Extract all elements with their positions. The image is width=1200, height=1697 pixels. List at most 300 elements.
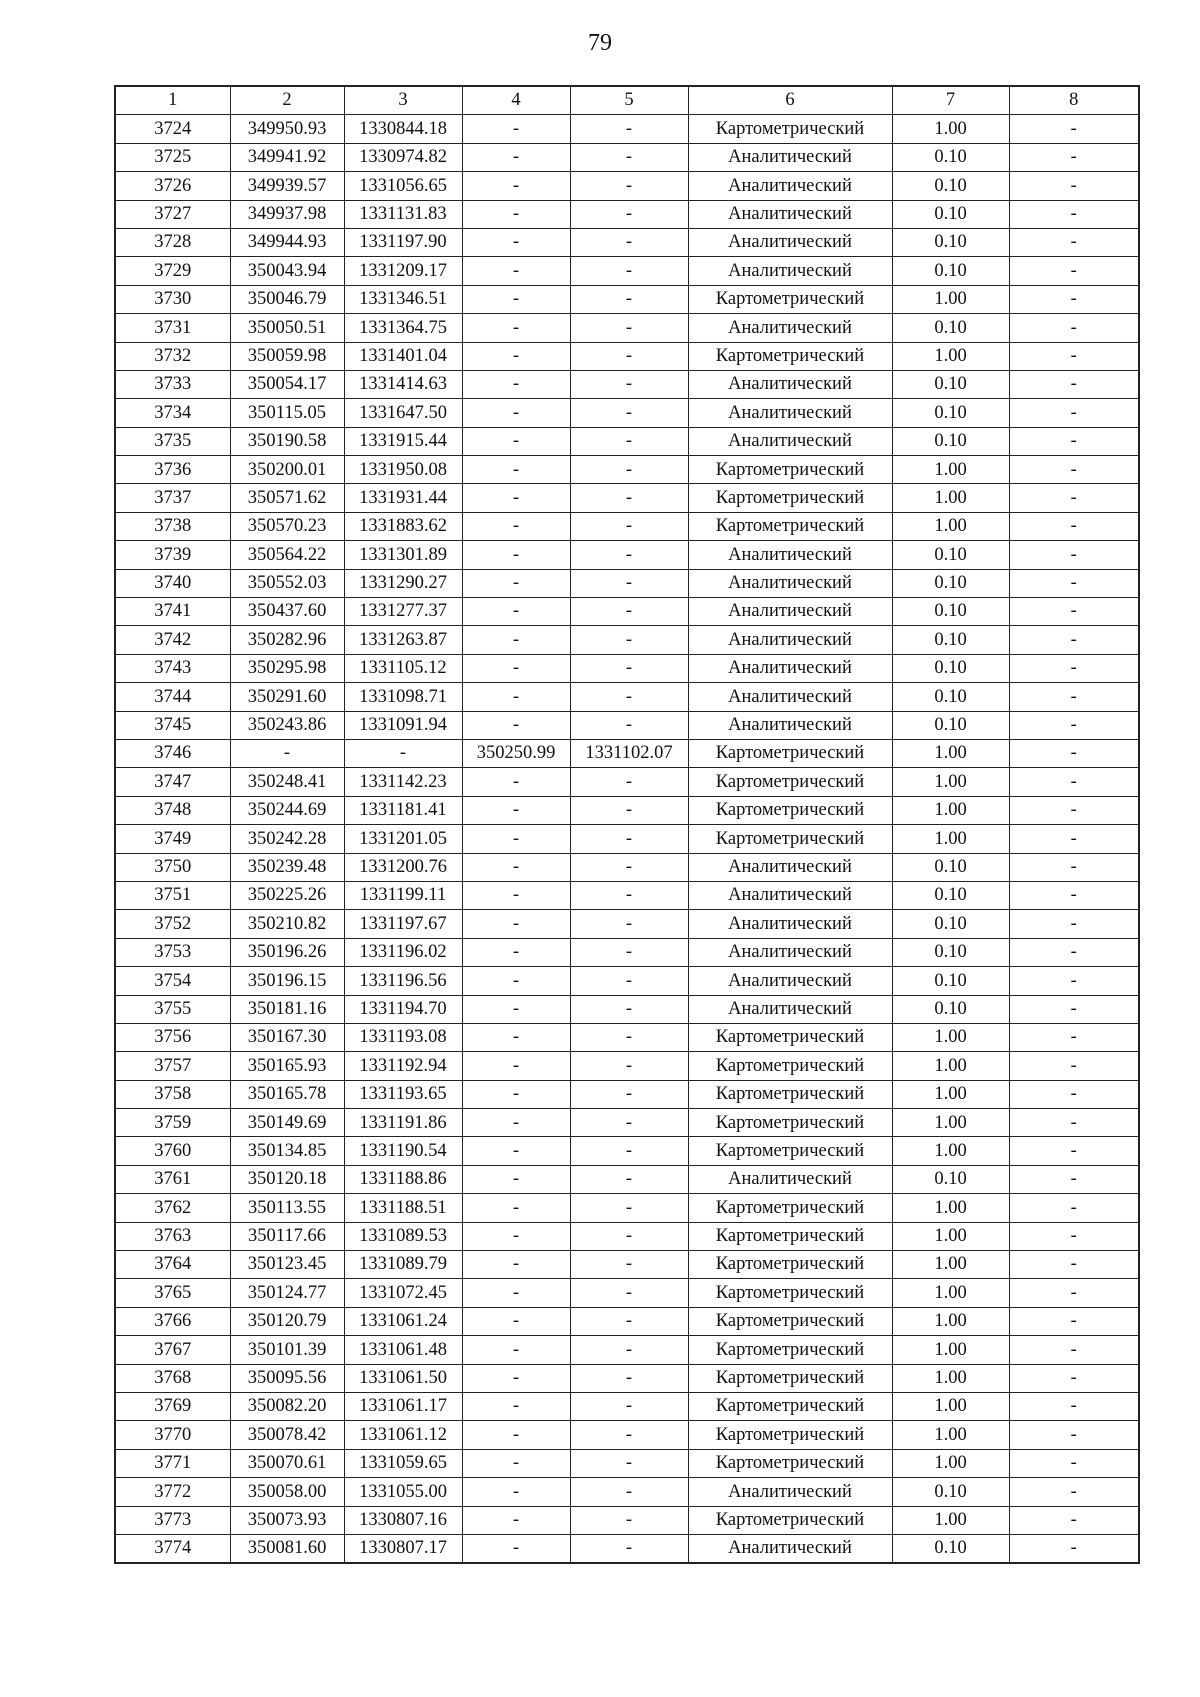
accuracy-cell: 1.00 [892, 342, 1009, 370]
method-cell: Картометрический [688, 1109, 892, 1137]
method-cell: Картометрический [688, 796, 892, 824]
point-number-cell: 3773 [115, 1506, 230, 1534]
table-body [115, 115, 1139, 1563]
x-coordinate-cell: 350167.30 [230, 1023, 344, 1051]
x-coordinate-cell: 349941.92 [230, 143, 344, 171]
x-new-cell: - [462, 654, 570, 682]
point-number-cell: 3762 [115, 1194, 230, 1222]
description-cell: - [1009, 881, 1139, 909]
x-new-cell: - [462, 456, 570, 484]
x-coordinate-cell: 350149.69 [230, 1109, 344, 1137]
table-row [115, 228, 1139, 256]
y-new-cell: - [570, 1194, 688, 1222]
header-cell: 8 [1009, 86, 1139, 115]
table-row [115, 1336, 1139, 1364]
y-new-cell: - [570, 342, 688, 370]
accuracy-cell: 0.10 [892, 569, 1009, 597]
point-number-cell: 3733 [115, 370, 230, 398]
table-row [115, 881, 1139, 909]
description-cell: - [1009, 853, 1139, 881]
description-cell: - [1009, 143, 1139, 171]
accuracy-cell: 0.10 [892, 172, 1009, 200]
x-new-cell: - [462, 1023, 570, 1051]
method-cell: Аналитический [688, 200, 892, 228]
y-coordinate-cell: 1331346.51 [344, 285, 462, 313]
description-cell: - [1009, 228, 1139, 256]
x-coordinate-cell: 350225.26 [230, 881, 344, 909]
accuracy-cell: 0.10 [892, 711, 1009, 739]
point-number-cell: 3749 [115, 825, 230, 853]
y-coordinate-cell: 1331091.94 [344, 711, 462, 739]
description-cell: - [1009, 825, 1139, 853]
accuracy-cell: 0.10 [892, 881, 1009, 909]
x-coordinate-cell: 350181.16 [230, 995, 344, 1023]
x-new-cell: - [462, 881, 570, 909]
method-cell: Картометрический [688, 768, 892, 796]
accuracy-cell: 1.00 [892, 825, 1009, 853]
accuracy-cell: 1.00 [892, 1080, 1009, 1108]
description-cell: - [1009, 1364, 1139, 1392]
x-new-cell: - [462, 512, 570, 540]
accuracy-cell: 0.10 [892, 427, 1009, 455]
table-row [115, 739, 1139, 767]
x-coordinate-cell: 350113.55 [230, 1194, 344, 1222]
y-coordinate-cell: 1331181.41 [344, 796, 462, 824]
y-new-cell: - [570, 456, 688, 484]
x-coordinate-cell: 350073.93 [230, 1506, 344, 1534]
table-row [115, 1478, 1139, 1506]
x-coordinate-cell: 349950.93 [230, 115, 344, 143]
y-coordinate-cell: 1331188.51 [344, 1194, 462, 1222]
y-new-cell: - [570, 1392, 688, 1420]
table-row [115, 200, 1139, 228]
method-cell: Аналитический [688, 1165, 892, 1193]
point-number-cell: 3728 [115, 228, 230, 256]
x-coordinate-cell: 350050.51 [230, 314, 344, 342]
table-row [115, 370, 1139, 398]
x-coordinate-cell: 350081.60 [230, 1534, 344, 1563]
method-cell: Картометрический [688, 1080, 892, 1108]
point-number-cell: 3768 [115, 1364, 230, 1392]
y-coordinate-cell: 1331883.62 [344, 512, 462, 540]
point-number-cell: 3753 [115, 938, 230, 966]
point-number-cell: 3767 [115, 1336, 230, 1364]
method-cell: Аналитический [688, 143, 892, 171]
method-cell: Аналитический [688, 881, 892, 909]
method-cell: Картометрический [688, 1137, 892, 1165]
method-cell: Аналитический [688, 938, 892, 966]
x-new-cell: - [462, 427, 570, 455]
description-cell: - [1009, 626, 1139, 654]
point-number-cell: 3737 [115, 484, 230, 512]
y-new-cell: - [570, 853, 688, 881]
point-number-cell: 3764 [115, 1251, 230, 1279]
accuracy-cell: 1.00 [892, 512, 1009, 540]
x-new-cell: - [462, 1364, 570, 1392]
table-row [115, 995, 1139, 1023]
accuracy-cell: 1.00 [892, 484, 1009, 512]
x-new-cell: - [462, 1137, 570, 1165]
point-number-cell: 3750 [115, 853, 230, 881]
x-new-cell: - [462, 683, 570, 711]
y-coordinate-cell: 1330807.17 [344, 1534, 462, 1563]
description-cell: - [1009, 1534, 1139, 1563]
table-row [115, 1251, 1139, 1279]
description-cell: - [1009, 1506, 1139, 1534]
x-coordinate-cell: 350248.41 [230, 768, 344, 796]
point-number-cell: 3741 [115, 598, 230, 626]
method-cell: Аналитический [688, 654, 892, 682]
description-cell: - [1009, 1222, 1139, 1250]
x-new-cell: - [462, 626, 570, 654]
method-cell: Картометрический [688, 1023, 892, 1051]
x-new-cell: - [462, 1279, 570, 1307]
x-coordinate-cell: 350564.22 [230, 541, 344, 569]
description-cell: - [1009, 796, 1139, 824]
y-new-cell: - [570, 1307, 688, 1335]
table-row [115, 1222, 1139, 1250]
description-cell: - [1009, 285, 1139, 313]
x-new-cell: - [462, 1251, 570, 1279]
y-new-cell: - [570, 1052, 688, 1080]
x-coordinate-cell: 350190.58 [230, 427, 344, 455]
x-new-cell: - [462, 257, 570, 285]
y-new-cell: - [570, 115, 688, 143]
method-cell: Аналитический [688, 314, 892, 342]
table-row [115, 1080, 1139, 1108]
description-cell: - [1009, 484, 1139, 512]
x-coordinate-cell: 350078.42 [230, 1421, 344, 1449]
y-coordinate-cell: - [344, 739, 462, 767]
header-cell: 7 [892, 86, 1009, 115]
accuracy-cell: 0.10 [892, 143, 1009, 171]
method-cell: Картометрический [688, 1052, 892, 1080]
y-coordinate-cell: 1331364.75 [344, 314, 462, 342]
description-cell: - [1009, 1279, 1139, 1307]
table-row [115, 1392, 1139, 1420]
y-coordinate-cell: 1330807.16 [344, 1506, 462, 1534]
y-new-cell: - [570, 598, 688, 626]
point-number-cell: 3732 [115, 342, 230, 370]
table-row [115, 399, 1139, 427]
y-new-cell: - [570, 796, 688, 824]
y-new-cell: - [570, 484, 688, 512]
header-cell: 3 [344, 86, 462, 115]
table-row [115, 1421, 1139, 1449]
x-new-cell: - [462, 598, 570, 626]
y-new-cell: - [570, 1251, 688, 1279]
y-coordinate-cell: 1331188.86 [344, 1165, 462, 1193]
x-coordinate-cell: 350437.60 [230, 598, 344, 626]
point-number-cell: 3759 [115, 1109, 230, 1137]
y-new-cell: - [570, 172, 688, 200]
accuracy-cell: 1.00 [892, 768, 1009, 796]
accuracy-cell: 1.00 [892, 1336, 1009, 1364]
y-coordinate-cell: 1331197.90 [344, 228, 462, 256]
point-number-cell: 3729 [115, 257, 230, 285]
method-cell: Аналитический [688, 399, 892, 427]
description-cell: - [1009, 1336, 1139, 1364]
table-row [115, 1023, 1139, 1051]
y-coordinate-cell: 1331190.54 [344, 1137, 462, 1165]
description-cell: - [1009, 967, 1139, 995]
y-new-cell: - [570, 626, 688, 654]
x-coordinate-cell: 350196.15 [230, 967, 344, 995]
y-new-cell: - [570, 1137, 688, 1165]
x-new-cell: - [462, 995, 570, 1023]
x-new-cell: - [462, 1165, 570, 1193]
x-new-cell: - [462, 768, 570, 796]
x-coordinate-cell: 350095.56 [230, 1364, 344, 1392]
point-number-cell: 3763 [115, 1222, 230, 1250]
point-number-cell: 3743 [115, 654, 230, 682]
header-cell: 6 [688, 86, 892, 115]
x-coordinate-cell: 350134.85 [230, 1137, 344, 1165]
x-new-cell: - [462, 1392, 570, 1420]
y-coordinate-cell: 1331055.00 [344, 1478, 462, 1506]
table-row [115, 1109, 1139, 1137]
y-coordinate-cell: 1331931.44 [344, 484, 462, 512]
description-cell: - [1009, 1109, 1139, 1137]
method-cell: Аналитический [688, 427, 892, 455]
page-number: 79 [588, 30, 612, 56]
y-coordinate-cell: 1330844.18 [344, 115, 462, 143]
accuracy-cell: 0.10 [892, 1165, 1009, 1193]
y-new-cell: - [570, 768, 688, 796]
table-row [115, 115, 1139, 143]
x-new-cell: - [462, 1109, 570, 1137]
y-coordinate-cell: 1331056.65 [344, 172, 462, 200]
x-new-cell: - [462, 1449, 570, 1477]
x-coordinate-cell: 350244.69 [230, 796, 344, 824]
method-cell: Картометрический [688, 1279, 892, 1307]
x-new-cell: - [462, 1194, 570, 1222]
table-row [115, 1449, 1139, 1477]
description-cell: - [1009, 938, 1139, 966]
point-number-cell: 3761 [115, 1165, 230, 1193]
description-cell: - [1009, 1421, 1139, 1449]
description-cell: - [1009, 1449, 1139, 1477]
point-number-cell: 3748 [115, 796, 230, 824]
y-new-cell: - [570, 285, 688, 313]
method-cell: Аналитический [688, 853, 892, 881]
x-coordinate-cell: 350295.98 [230, 654, 344, 682]
point-number-cell: 3736 [115, 456, 230, 484]
y-new-cell: - [570, 370, 688, 398]
x-coordinate-cell: - [230, 739, 344, 767]
accuracy-cell: 0.10 [892, 257, 1009, 285]
accuracy-cell: 0.10 [892, 598, 1009, 626]
description-cell: - [1009, 910, 1139, 938]
table-row [115, 654, 1139, 682]
y-new-cell: - [570, 569, 688, 597]
x-coordinate-cell: 350058.00 [230, 1478, 344, 1506]
point-number-cell: 3766 [115, 1307, 230, 1335]
y-new-cell: - [570, 881, 688, 909]
y-new-cell: - [570, 1222, 688, 1250]
accuracy-cell: 0.10 [892, 1534, 1009, 1563]
accuracy-cell: 0.10 [892, 967, 1009, 995]
method-cell: Картометрический [688, 1421, 892, 1449]
x-new-cell: - [462, 1421, 570, 1449]
point-number-cell: 3735 [115, 427, 230, 455]
accuracy-cell: 1.00 [892, 1449, 1009, 1477]
x-coordinate-cell: 350210.82 [230, 910, 344, 938]
description-cell: - [1009, 427, 1139, 455]
x-new-cell: - [462, 1307, 570, 1335]
point-number-cell: 3770 [115, 1421, 230, 1449]
y-coordinate-cell: 1331414.63 [344, 370, 462, 398]
point-number-cell: 3747 [115, 768, 230, 796]
x-coordinate-cell: 350082.20 [230, 1392, 344, 1420]
description-cell: - [1009, 995, 1139, 1023]
point-number-cell: 3740 [115, 569, 230, 597]
accuracy-cell: 0.10 [892, 995, 1009, 1023]
x-new-cell: - [462, 143, 570, 171]
table-row [115, 711, 1139, 739]
y-new-cell: - [570, 910, 688, 938]
y-new-cell: - [570, 1279, 688, 1307]
point-number-cell: 3771 [115, 1449, 230, 1477]
point-number-cell: 3724 [115, 115, 230, 143]
y-coordinate-cell: 1331193.65 [344, 1080, 462, 1108]
description-cell: - [1009, 598, 1139, 626]
y-coordinate-cell: 1331061.17 [344, 1392, 462, 1420]
method-cell: Аналитический [688, 598, 892, 626]
y-new-cell: - [570, 711, 688, 739]
table-row [115, 1364, 1139, 1392]
y-new-cell: - [570, 1109, 688, 1137]
description-cell: - [1009, 1251, 1139, 1279]
method-cell: Аналитический [688, 172, 892, 200]
method-cell: Картометрический [688, 285, 892, 313]
point-number-cell: 3756 [115, 1023, 230, 1051]
x-new-cell: - [462, 1478, 570, 1506]
table-row [115, 427, 1139, 455]
x-new-cell: - [462, 342, 570, 370]
method-cell: Аналитический [688, 257, 892, 285]
header-cell: 4 [462, 86, 570, 115]
description-cell: - [1009, 1080, 1139, 1108]
description-cell: - [1009, 541, 1139, 569]
description-cell: - [1009, 1165, 1139, 1193]
y-new-cell: - [570, 1421, 688, 1449]
description-cell: - [1009, 1194, 1139, 1222]
description-cell: - [1009, 200, 1139, 228]
y-new-cell: - [570, 143, 688, 171]
accuracy-cell: 1.00 [892, 115, 1009, 143]
table-row [115, 569, 1139, 597]
point-number-cell: 3742 [115, 626, 230, 654]
description-cell: - [1009, 314, 1139, 342]
y-coordinate-cell: 1331193.08 [344, 1023, 462, 1051]
y-new-cell: - [570, 1506, 688, 1534]
table-row [115, 456, 1139, 484]
y-coordinate-cell: 1331072.45 [344, 1279, 462, 1307]
description-cell: - [1009, 257, 1139, 285]
table-row [115, 1279, 1139, 1307]
point-number-cell: 3772 [115, 1478, 230, 1506]
x-coordinate-cell: 350242.28 [230, 825, 344, 853]
table-row [115, 967, 1139, 995]
y-coordinate-cell: 1331105.12 [344, 654, 462, 682]
table-row [115, 768, 1139, 796]
x-coordinate-cell: 350059.98 [230, 342, 344, 370]
point-number-cell: 3734 [115, 399, 230, 427]
y-new-cell: - [570, 200, 688, 228]
point-number-cell: 3757 [115, 1052, 230, 1080]
x-coordinate-cell: 350070.61 [230, 1449, 344, 1477]
x-new-cell: - [462, 1506, 570, 1534]
description-cell: - [1009, 512, 1139, 540]
accuracy-cell: 1.00 [892, 1392, 1009, 1420]
x-coordinate-cell: 350124.77 [230, 1279, 344, 1307]
accuracy-cell: 1.00 [892, 1251, 1009, 1279]
x-new-cell: - [462, 285, 570, 313]
description-cell: - [1009, 768, 1139, 796]
table-row [115, 598, 1139, 626]
method-cell: Картометрический [688, 512, 892, 540]
accuracy-cell: 0.10 [892, 399, 1009, 427]
point-number-cell: 3731 [115, 314, 230, 342]
point-number-cell: 3727 [115, 200, 230, 228]
method-cell: Аналитический [688, 910, 892, 938]
method-cell: Аналитический [688, 370, 892, 398]
accuracy-cell: 1.00 [892, 1364, 1009, 1392]
table-row [115, 342, 1139, 370]
y-coordinate-cell: 1331061.24 [344, 1307, 462, 1335]
y-coordinate-cell: 1331192.94 [344, 1052, 462, 1080]
description-cell: - [1009, 342, 1139, 370]
accuracy-cell: 1.00 [892, 1506, 1009, 1534]
y-coordinate-cell: 1331263.87 [344, 626, 462, 654]
method-cell: Аналитический [688, 683, 892, 711]
x-new-cell: - [462, 484, 570, 512]
accuracy-cell: 1.00 [892, 1279, 1009, 1307]
description-cell: - [1009, 1307, 1139, 1335]
x-new-cell: - [462, 228, 570, 256]
point-number-cell: 3745 [115, 711, 230, 739]
table-row [115, 285, 1139, 313]
y-new-cell: 1331102.07 [570, 739, 688, 767]
point-number-cell: 3751 [115, 881, 230, 909]
description-cell: - [1009, 569, 1139, 597]
description-cell: - [1009, 1392, 1139, 1420]
y-coordinate-cell: 1331200.76 [344, 853, 462, 881]
method-cell: Аналитический [688, 967, 892, 995]
table-row [115, 796, 1139, 824]
x-coordinate-cell: 350115.05 [230, 399, 344, 427]
description-cell: - [1009, 370, 1139, 398]
method-cell: Картометрический [688, 484, 892, 512]
accuracy-cell: 0.10 [892, 910, 1009, 938]
description-cell: - [1009, 1023, 1139, 1051]
accuracy-cell: 0.10 [892, 314, 1009, 342]
description-cell: - [1009, 739, 1139, 767]
x-new-cell: - [462, 115, 570, 143]
y-new-cell: - [570, 399, 688, 427]
point-number-cell: 3765 [115, 1279, 230, 1307]
y-new-cell: - [570, 1364, 688, 1392]
table-row [115, 626, 1139, 654]
y-coordinate-cell: 1331401.04 [344, 342, 462, 370]
y-coordinate-cell: 1331142.23 [344, 768, 462, 796]
y-new-cell: - [570, 683, 688, 711]
table-row [115, 910, 1139, 938]
description-cell: - [1009, 1478, 1139, 1506]
x-new-cell: - [462, 314, 570, 342]
description-cell: - [1009, 172, 1139, 200]
